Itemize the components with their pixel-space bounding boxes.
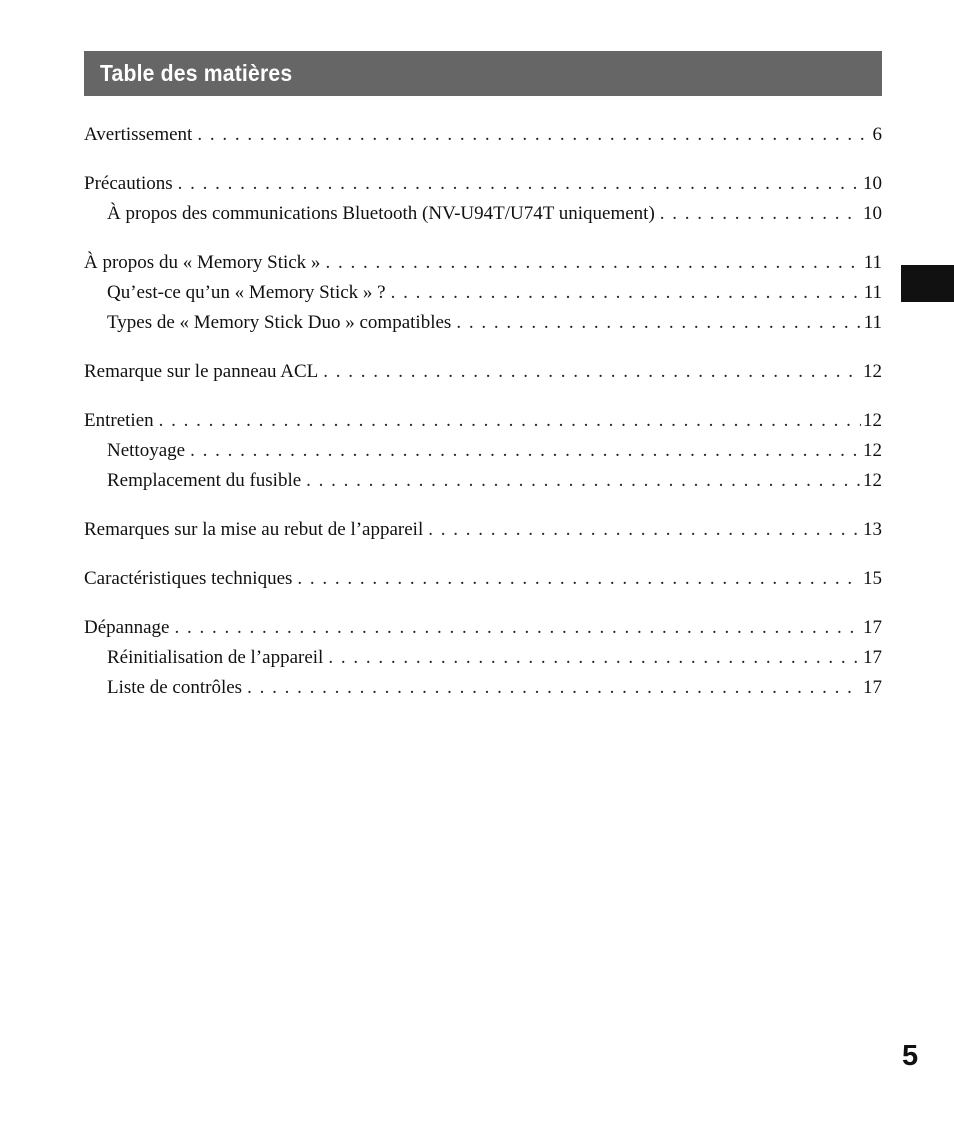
toc-entry-page: 11 xyxy=(863,252,882,273)
toc-entry-page: 12 xyxy=(863,410,882,431)
toc-entry[interactable] xyxy=(84,120,882,150)
toc-entry-title: À propos du « Memory Stick » xyxy=(84,252,321,273)
toc-subentry[interactable] xyxy=(84,278,882,308)
toc-entry-page: 11 xyxy=(863,312,882,333)
toc-subentry[interactable] xyxy=(84,673,882,703)
toc-entry-title: Dépannage xyxy=(84,617,170,638)
toc-entry-title: Remplacement du fusible xyxy=(107,470,302,491)
toc-entry-page: 15 xyxy=(863,568,882,589)
toc-entry-page: 6 xyxy=(872,124,882,145)
toc-entry-title: Nettoyage xyxy=(107,440,186,461)
toc-dot-leader xyxy=(328,643,861,673)
toc-subentry[interactable] xyxy=(84,308,882,338)
toc-group xyxy=(84,515,882,545)
toc-entry-title: Remarque sur le panneau ACL xyxy=(84,361,319,382)
toc-subentry[interactable] xyxy=(84,199,882,229)
toc-dot-leader xyxy=(391,278,862,308)
toc-entry-title: Remarques sur la mise au rebut de l’appareil xyxy=(84,519,424,540)
toc-entry-title: Qu’est-ce qu’un « Memory Stick » ? xyxy=(107,282,386,303)
toc-entry-page: 17 xyxy=(863,647,882,668)
toc-entry-page: 12 xyxy=(863,361,882,382)
toc-dot-leader xyxy=(325,248,861,278)
toc-dot-leader xyxy=(456,308,861,338)
toc-group xyxy=(84,248,882,338)
toc-entry-title: Liste de contrôles xyxy=(107,677,243,698)
toc-entry[interactable] xyxy=(84,613,882,643)
toc-dot-leader xyxy=(174,613,861,643)
toc-dot-leader xyxy=(428,515,861,545)
toc-entry-page: 10 xyxy=(863,203,882,224)
toc-entry[interactable] xyxy=(84,169,882,199)
toc-entry-title: À propos des communications Bluetooth (NV-U94T/U74T uniquement) xyxy=(107,203,655,224)
toc-dot-leader xyxy=(190,436,861,466)
toc-entry-page: 10 xyxy=(863,173,882,194)
toc-dot-leader xyxy=(323,357,861,387)
toc-entry-title: Entretien xyxy=(84,410,154,431)
toc-entry-page: 17 xyxy=(863,677,882,698)
toc-dot-leader xyxy=(297,564,861,594)
toc-group xyxy=(84,406,882,496)
toc-group xyxy=(84,613,882,703)
toc-group xyxy=(84,169,882,229)
toc-dot-leader xyxy=(660,199,861,229)
page-number: 5 xyxy=(902,1040,919,1072)
toc-entry-page: 12 xyxy=(863,440,882,461)
toc-entry-title: Précautions xyxy=(84,173,173,194)
toc-subentry[interactable] xyxy=(84,436,882,466)
toc-dot-leader xyxy=(306,466,861,496)
toc-entry[interactable] xyxy=(84,564,882,594)
toc-dot-leader xyxy=(159,406,861,436)
toc-entry-title: Caractéristiques techniques xyxy=(84,568,293,589)
toc-entry-title: Réinitialisation de l’appareil xyxy=(107,647,324,668)
chapter-tab-marker xyxy=(901,265,954,302)
toc-subentry[interactable] xyxy=(84,466,882,496)
toc-group xyxy=(84,564,882,594)
page-title: Table des matières xyxy=(100,60,293,86)
toc-entry[interactable] xyxy=(84,248,882,278)
toc-entry-title: Types de « Memory Stick Duo » compatibles xyxy=(107,312,452,333)
toc-entry-page: 13 xyxy=(863,519,882,540)
toc-entry[interactable] xyxy=(84,406,882,436)
toc-entry-title: Avertissement xyxy=(84,124,193,145)
toc-group xyxy=(84,357,882,387)
toc-entry[interactable] xyxy=(84,515,882,545)
toc-dot-leader xyxy=(178,169,861,199)
toc-entry-page: 11 xyxy=(863,282,882,303)
toc-dot-leader xyxy=(247,673,861,703)
toc-entry-page: 17 xyxy=(863,617,882,638)
toc-entry[interactable] xyxy=(84,357,882,387)
toc-dot-leader xyxy=(197,120,870,150)
toc-subentry[interactable] xyxy=(84,643,882,673)
toc-entry-page: 12 xyxy=(863,470,882,491)
toc-group xyxy=(84,120,882,150)
table-of-contents xyxy=(84,120,882,722)
section-header-bar xyxy=(84,51,882,96)
